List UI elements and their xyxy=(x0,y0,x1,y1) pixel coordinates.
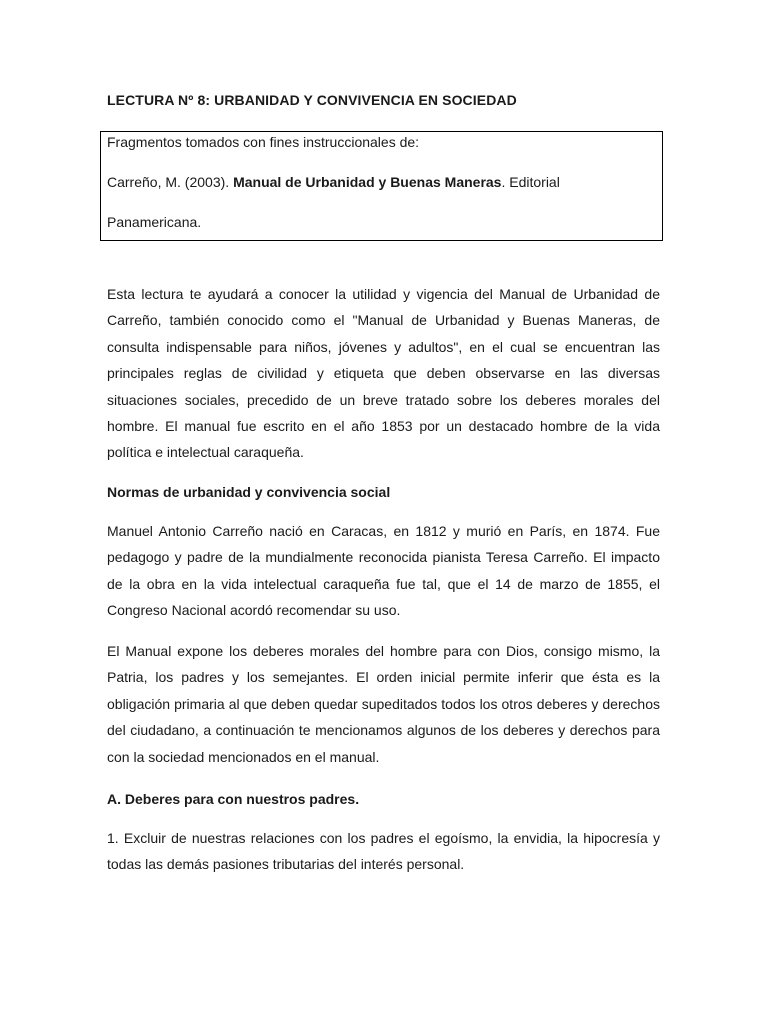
source-publisher-part1: . Editorial xyxy=(501,174,560,190)
source-publisher: Panamericana. xyxy=(107,214,202,230)
source-reference xyxy=(107,174,560,190)
section-heading-deberes-padres: A. Deberes para con nuestros padres. xyxy=(107,791,360,807)
page-title: LECTURA Nº 8: URBANIDAD Y CONVIVENCIA EN SOCIEDAD xyxy=(107,92,517,108)
source-intro: Fragmentos tomados con fines instruccionales de: xyxy=(107,134,420,150)
duty-item-1: 1. Excluir de nuestras relaciones con los padres el egoísmo, la envidia, la hipocresía y todas las demás pasiones tributarias del interés personal. xyxy=(107,830,660,873)
biography-paragraph: Manuel Antonio Carreño nació en Caracas, en 1812 y murió en París, en 1874. Fue pedagogo y padre de la mundialmente reconocida pianista Teresa Carreño. El impacto de la obra en la vida intelectual caraqueña fue tal, que el 14 de marzo de 1855, el Congreso Nacional acordó recomendar su uso. xyxy=(107,523,660,619)
intro-paragraph: Esta lectura te ayudará a conocer la utilidad y vigencia del Manual de Urbanidad de Carreño, también conocido como el "Manual de Urbanidad y Buenas Maneras, de consulta indispensable para niños, jóvenes y adultos", en el cual se encuentran las principales reglas de civilidad y etiqueta que deben observarse en las diversas situaciones sociales, precedido de un breve tratado sobre los deberes morales del hombre. El manual fue escrito en el año 1853 por un destacado hombre de la vida política e intelectual caraqueña. xyxy=(107,286,660,461)
source-book-title: Manual de Urbanidad y Buenas Maneras xyxy=(233,174,502,190)
section-heading-normas: Normas de urbanidad y convivencia social xyxy=(107,484,391,500)
source-citation-box xyxy=(100,131,663,241)
manual-content-paragraph: El Manual expone los deberes morales del hombre para con Dios, consigo mismo, la Patria, los padres y los semejantes. El orden inicial permite inferir que ésta es la obligación primaria al que deben quedar supeditados todos los otros deberes y derechos del ciudadano, a continuación te mencionamos algunos de los deberes y derechos para con la sociedad mencionados en el manual. xyxy=(107,643,660,765)
source-author: Carreño, M. (2003). xyxy=(107,174,234,190)
